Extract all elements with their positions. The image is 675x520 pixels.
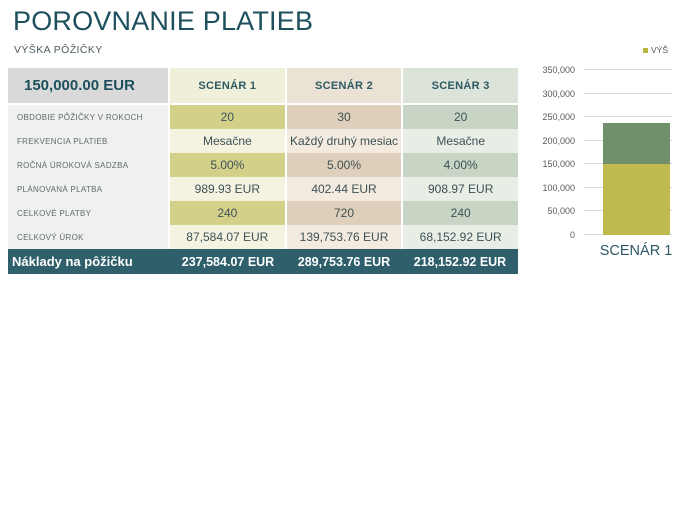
table-cell[interactable]: 68,152.92 EUR bbox=[403, 225, 518, 249]
table-cell[interactable]: 240 bbox=[170, 201, 285, 225]
table-cell[interactable]: 87,584.07 EUR bbox=[170, 225, 285, 249]
comparison-table bbox=[8, 68, 518, 274]
footer-total-s1: 237,584.07 EUR bbox=[181, 254, 275, 269]
scenario-3-header: SCENÁR 3 bbox=[403, 68, 518, 103]
loan-amount-label: VÝŠKA PÔŽIČKY bbox=[14, 44, 103, 56]
scenario-1-header: SCENÁR 1 bbox=[170, 68, 285, 103]
y-tick-label: 0 bbox=[569, 230, 575, 240]
table-body bbox=[8, 105, 518, 249]
footer-label: Náklady na pôžičku bbox=[12, 254, 133, 269]
table-footer-row bbox=[8, 249, 518, 274]
row-label: PLÁNOVANÁ PLATBA bbox=[8, 177, 168, 201]
table-cell[interactable]: Každý druhý mesiac bbox=[287, 129, 402, 153]
chart-category-label: SCENÁR 1 bbox=[599, 243, 673, 259]
table-cell[interactable]: 5.00% bbox=[170, 153, 285, 177]
table-cell[interactable]: Mesačne bbox=[170, 129, 285, 153]
table-cell[interactable]: 720 bbox=[287, 201, 402, 225]
table-cell[interactable]: 908.97 EUR bbox=[403, 177, 518, 201]
chart-plot bbox=[584, 70, 672, 235]
loan-amount-cell[interactable]: 150,000.00 EUR bbox=[8, 68, 168, 103]
table-cell[interactable]: 20 bbox=[403, 105, 518, 129]
table-row bbox=[8, 153, 518, 177]
chart-y-axis bbox=[530, 65, 575, 240]
table-row bbox=[8, 201, 518, 225]
y-tick-label: 300,000 bbox=[542, 88, 575, 99]
scenario-2-header: SCENÁR 2 bbox=[287, 68, 402, 103]
y-tick-label: 50,000 bbox=[547, 206, 575, 217]
row-label: FREKVENCIA PLATIEB bbox=[8, 129, 168, 153]
table-row bbox=[8, 225, 518, 249]
y-tick-label: 250,000 bbox=[542, 112, 575, 123]
table-cell[interactable]: Mesačne bbox=[403, 129, 518, 153]
table-cell[interactable]: 989.93 EUR bbox=[170, 177, 285, 201]
legend-swatch-icon bbox=[643, 48, 648, 53]
table-cell[interactable]: 139,753.76 EUR bbox=[287, 225, 402, 249]
stacked-bar bbox=[603, 70, 670, 235]
footer-total-s2: 289,753.76 EUR bbox=[297, 254, 391, 269]
table-cell[interactable]: 20 bbox=[170, 105, 285, 129]
table-row bbox=[8, 129, 518, 153]
y-tick-label: 150,000 bbox=[542, 159, 575, 170]
page-title: POROVNANIE PLATIEB bbox=[13, 6, 314, 36]
table-cell[interactable]: 402.44 EUR bbox=[287, 177, 402, 201]
table-header-row bbox=[8, 68, 518, 103]
y-tick-label: 200,000 bbox=[542, 135, 575, 146]
table-row bbox=[8, 177, 518, 201]
table-cell[interactable]: 240 bbox=[403, 201, 518, 225]
row-label: CELKOVÝ ÚROK bbox=[8, 225, 168, 249]
table-row bbox=[8, 105, 518, 129]
row-label: ROČNÁ ÚROKOVÁ SADZBA bbox=[8, 153, 168, 177]
y-tick-label: 100,000 bbox=[542, 182, 575, 193]
bar-segment-2 bbox=[603, 123, 670, 164]
table-cell[interactable]: 30 bbox=[287, 105, 402, 129]
y-tick-label: 350,000 bbox=[542, 65, 575, 75]
legend-label: VÝŠ bbox=[651, 45, 669, 55]
footer-total-s3: 218,152.92 EUR bbox=[413, 254, 507, 269]
scenario-chart bbox=[530, 40, 675, 275]
row-label: CELKOVÉ PLATBY bbox=[8, 201, 168, 225]
bar-segment-1 bbox=[603, 164, 670, 235]
table-cell[interactable]: 5.00% bbox=[287, 153, 402, 177]
row-label: OBDOBIE PÔŽIČKY V ROKOCH bbox=[8, 105, 168, 129]
chart-legend bbox=[643, 45, 668, 55]
table-cell[interactable]: 4.00% bbox=[403, 153, 518, 177]
